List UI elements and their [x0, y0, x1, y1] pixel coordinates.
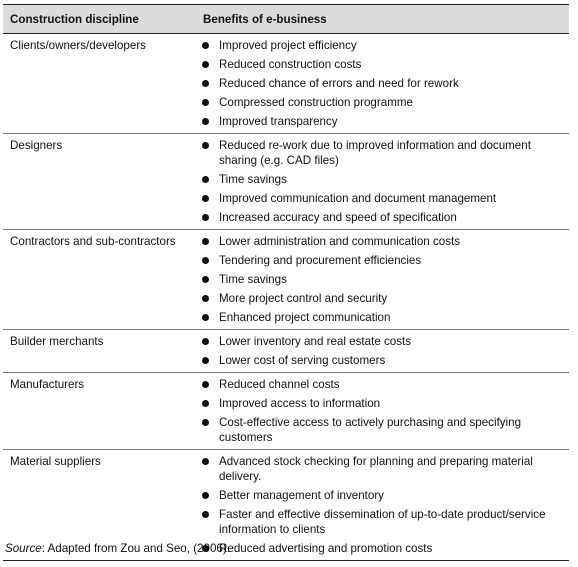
list-item: [200, 114, 563, 129]
bullet-icon: [202, 42, 209, 49]
bullet-icon: [202, 492, 209, 499]
benefit-text: Enhanced project communication: [219, 311, 391, 324]
list-item: [200, 377, 563, 392]
list-item: [200, 172, 563, 187]
list-item: [200, 234, 563, 249]
bullet-icon: [202, 118, 209, 125]
benefits-table: [3, 4, 569, 561]
benefit-text: Lower inventory and real estate costs: [219, 335, 412, 348]
bullet-icon: [202, 80, 209, 87]
table-row: [3, 373, 569, 450]
header-benefits: Benefits of e-business: [196, 5, 569, 34]
benefit-text: Reduced re-work due to improved information and document sharing (e.g. CAD files): [219, 139, 531, 167]
list-item: [200, 291, 563, 306]
benefit-text: Reduced channel costs: [219, 378, 340, 391]
benefit-text: Faster and effective dissemination of up-to-date product/service information to clients: [219, 508, 546, 536]
benefit-text: Improved project efficiency: [219, 39, 357, 52]
benefit-text: Reduced chance of errors and need for rework: [219, 77, 459, 90]
list-item: [200, 353, 563, 368]
bullet-icon: [202, 238, 209, 245]
benefit-text: More project control and security: [219, 292, 388, 305]
bullet-icon: [202, 176, 209, 183]
benefit-text: Reduced construction costs: [219, 58, 362, 71]
list-item: [200, 272, 563, 287]
benefits-list: [200, 377, 563, 445]
bullet-icon: [202, 511, 209, 518]
source-text: : Adapted from Zou and Seo, (2006).: [41, 542, 230, 555]
bullet-icon: [202, 295, 209, 302]
list-item: [200, 454, 563, 484]
benefits-cell: [196, 450, 569, 561]
list-item: [200, 57, 563, 72]
table-row: [3, 230, 569, 330]
benefits-cell: [196, 330, 569, 373]
bullet-icon: [202, 357, 209, 364]
list-item: [200, 334, 563, 349]
list-item: [200, 138, 563, 168]
bullet-icon: [202, 458, 209, 465]
benefit-text: Tendering and procurement efficiencies: [219, 254, 422, 267]
benefit-text: Compressed construction programme: [219, 96, 413, 109]
benefit-text: Improved access to information: [219, 397, 381, 410]
table-row: [3, 330, 569, 373]
list-item: [200, 210, 563, 225]
bullet-icon: [202, 195, 209, 202]
benefits-cell: [196, 134, 569, 230]
table-header: [3, 5, 569, 34]
bullet-icon: [202, 99, 209, 106]
bullet-icon: [202, 338, 209, 345]
benefits-list: [200, 234, 563, 325]
header-row: [3, 5, 569, 34]
list-item: [200, 488, 563, 503]
discipline-cell: Contractors and sub-contractors: [3, 230, 196, 330]
list-item: [200, 415, 563, 445]
benefit-text: Better management of inventory: [219, 489, 384, 502]
benefit-text: Lower administration and communication costs: [219, 235, 461, 248]
source-note: [5, 542, 230, 555]
list-item: [200, 507, 563, 537]
list-item: [200, 541, 563, 556]
benefits-cell: [196, 373, 569, 450]
benefit-text: Reduced advertising and promotion costs: [219, 542, 433, 555]
bullet-icon: [202, 419, 209, 426]
bullet-icon: [202, 314, 209, 321]
discipline-cell: Clients/owners/developers: [3, 34, 196, 134]
discipline-cell: Manufacturers: [3, 373, 196, 450]
benefits-list: [200, 454, 563, 556]
benefits-cell: [196, 230, 569, 330]
table-body: [3, 34, 569, 561]
benefit-text: Increased accuracy and speed of specification: [219, 211, 457, 224]
bullet-icon: [202, 214, 209, 221]
table-row: [3, 34, 569, 134]
bullet-icon: [202, 142, 209, 149]
bullet-icon: [202, 276, 209, 283]
bullet-icon: [202, 381, 209, 388]
benefits-cell: [196, 34, 569, 134]
table-row: [3, 134, 569, 230]
bullet-icon: [202, 257, 209, 264]
list-item: [200, 38, 563, 53]
list-item: [200, 95, 563, 110]
benefit-text: Improved transparency: [219, 115, 338, 128]
bullet-icon: [202, 61, 209, 68]
benefit-text: Cost-effective access to actively purchasing and specifying customers: [219, 416, 522, 444]
source-label: Source: [5, 542, 42, 555]
list-item: [200, 76, 563, 91]
list-item: [200, 396, 563, 411]
benefit-text: Lower cost of serving customers: [219, 354, 386, 367]
benefits-list: [200, 38, 563, 129]
benefit-text: Advanced stock checking for planning and preparing material delivery.: [219, 455, 533, 483]
discipline-cell: Designers: [3, 134, 196, 230]
benefit-text: Time savings: [219, 173, 287, 186]
discipline-cell: Material suppliers: [3, 450, 196, 561]
list-item: [200, 310, 563, 325]
bullet-icon: [202, 400, 209, 407]
benefits-list: [200, 334, 563, 368]
benefits-list: [200, 138, 563, 225]
list-item: [200, 253, 563, 268]
header-discipline: Construction discipline: [3, 5, 196, 34]
list-item: [200, 191, 563, 206]
discipline-cell: Builder merchants: [3, 330, 196, 373]
benefit-text: Time savings: [219, 273, 287, 286]
benefit-text: Improved communication and document management: [219, 192, 497, 205]
